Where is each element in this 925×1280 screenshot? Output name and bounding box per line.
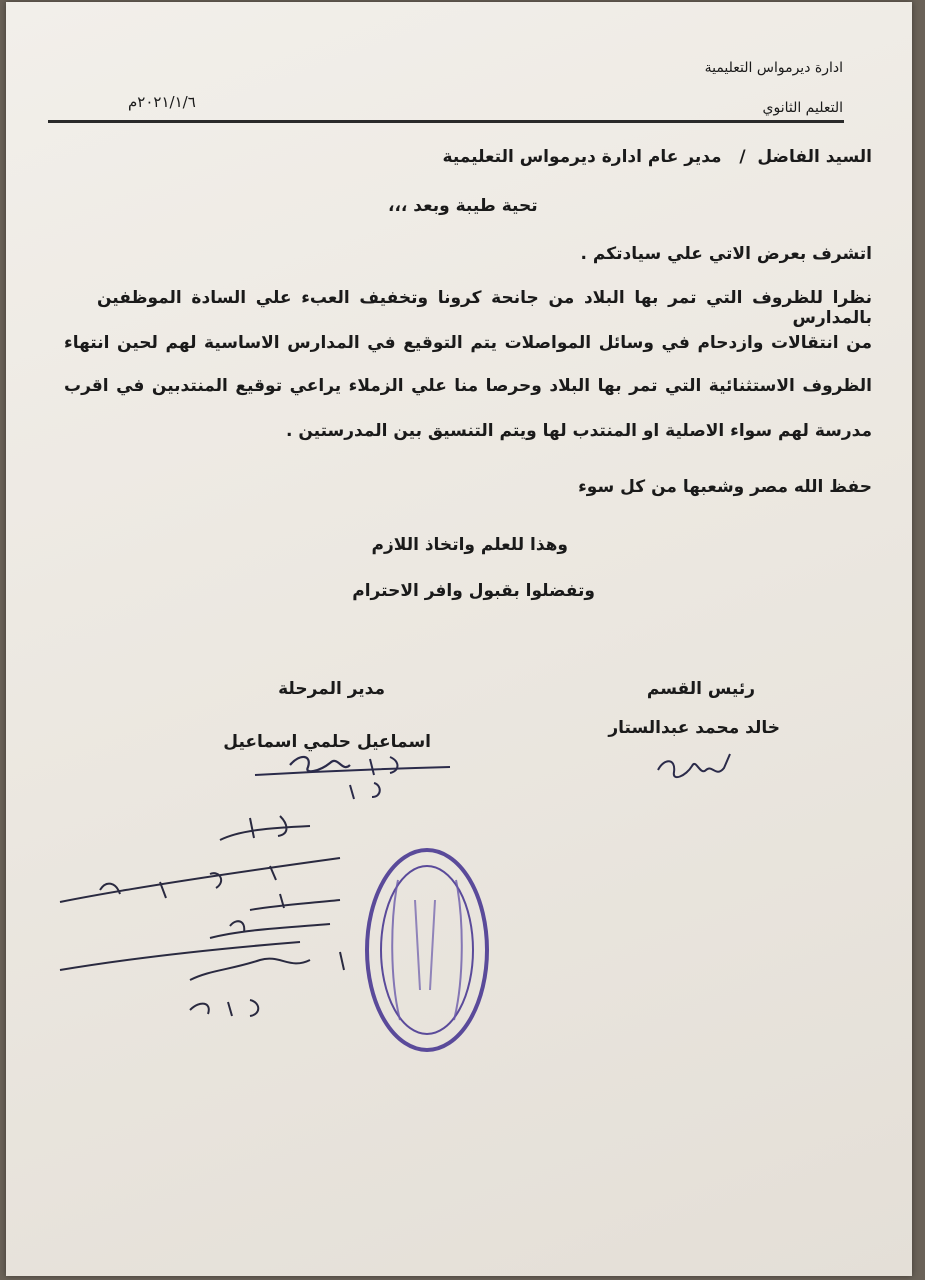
header-dept: التعليم الثانوي [762,100,843,116]
body-line-3: الظروف الاستثنائية التي تمر بها البلاد وحرصا منا علي الزملاء يراعي توقيع المنتدبين في اقرب [64,376,872,396]
official-stamp [360,840,495,1060]
signature-title-stage-director: مدير المرحلة [278,679,385,699]
header-rule [48,120,844,123]
signature-title-section-head: رئيس القسم [646,679,755,699]
body-line-1: نظرا للظروف التي تمر بها البلاد من جانحة كرونا وتخفيف العبء علي السادة الموظفين بالمدارس [97,288,872,328]
greeting: تحية طيبة وبعد ،،، [388,196,538,216]
handwritten-annotation [40,810,360,1030]
body-line-2: من انتقالات وازدحام في وسائل المواصلات يتم التوقيع في المدارس الاساسية لهم لحين انتهاء [64,333,872,353]
header-date: ٢٠٢١/١/٦م [128,93,196,111]
header-org: ادارة ديرمواس التعليمية [704,60,843,76]
closing-line-1: وهذا للعلم واتخاذ اللازم [371,535,568,555]
prayer-line: حفظ الله مصر وشعبها من كل سوء [578,477,872,497]
intro-line: اتشرف بعرض الاتي علي سيادتكم . [580,244,872,264]
handwritten-signature-stage-director [250,745,460,805]
addressee: السيد الفاضل / مدير عام ادارة ديرمواس التعليمية [442,147,872,167]
closing-line-2: وتفضلوا بقبول وافر الاحترام [352,581,595,601]
signature-name-section-head: خالد محمد عبدالستار [608,718,780,738]
handwritten-signature-section-head [650,748,740,788]
document-page [6,2,912,1276]
signature-name-stage-director: اسماعيل حلمي اسماعيل [223,732,431,752]
body-line-4: مدرسة لهم سواء الاصلية او المنتدب لها ويتم التنسيق بين المدرستين . [285,421,872,441]
